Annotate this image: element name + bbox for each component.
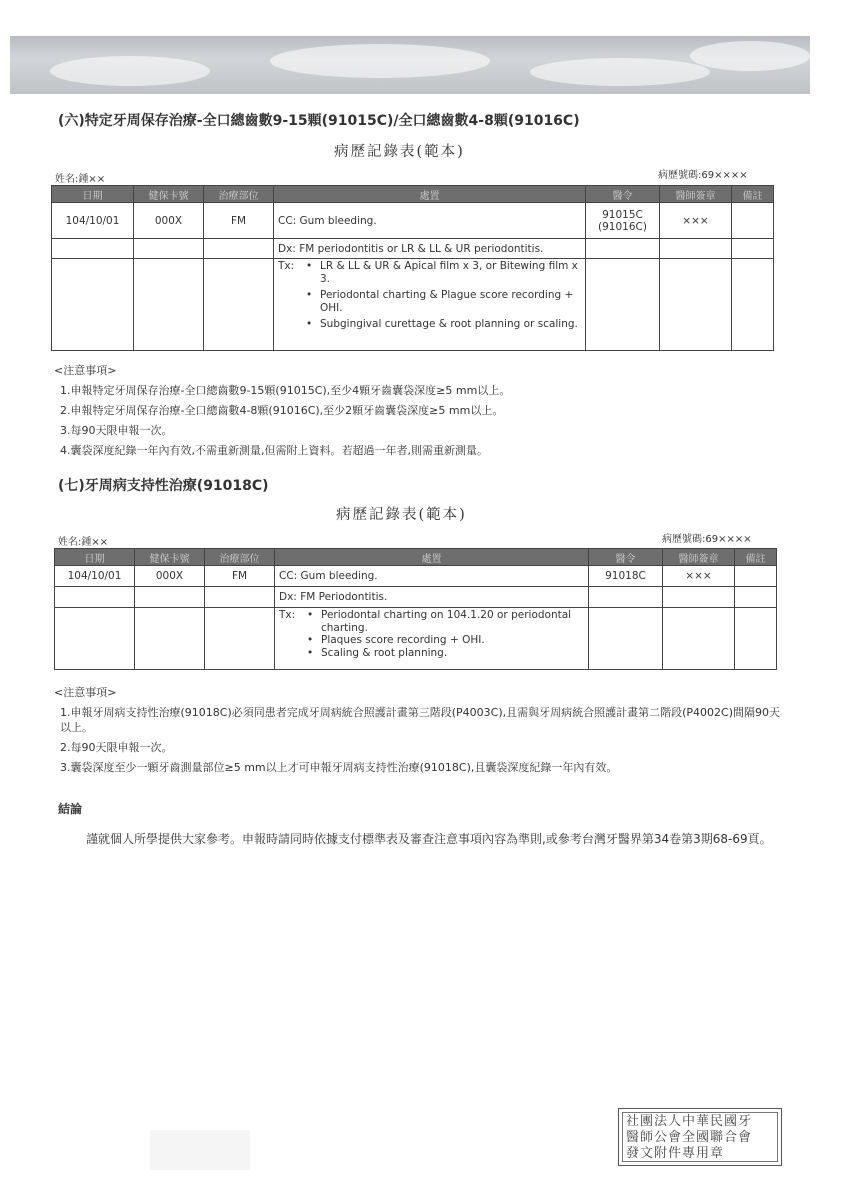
cell-card: 000X: [135, 566, 205, 587]
tx-label: Tx:: [279, 609, 296, 621]
conclusion-heading: 結論: [58, 802, 83, 816]
header-remark: 備註: [735, 549, 777, 566]
tx-item: • Periodontal charting on 104.1.20 or periodontal charting.: [315, 609, 584, 634]
section6-record-table: [51, 185, 774, 351]
table-row: [52, 259, 774, 351]
section7-record-no: 病歷號碼:69××××: [662, 534, 752, 545]
order-code-alt: (91016C): [598, 220, 647, 233]
cell-tx: [274, 259, 586, 351]
cell-site: FM: [205, 566, 275, 587]
cell-card: 000X: [134, 203, 204, 239]
header-treatment: 處置: [274, 186, 586, 203]
cell-signature: ×××: [660, 203, 732, 239]
note-item: 1.申報牙周病支持性治療(91018C)必須同患者完成牙周病統合照護計畫第三階段(P4003C),且需與牙周病統合照護計畫第二階段(P4002C)間隔90天以上。: [60, 706, 781, 734]
cc-text: Gum bleeding.: [300, 570, 378, 582]
header-card: 健保卡號: [134, 186, 204, 203]
header-remark: 備註: [732, 186, 774, 203]
tx-item: • Plaques score recording + OHI.: [315, 634, 584, 647]
tx-item: • Subgingival curettage & root planning or scaling.: [314, 318, 581, 331]
section6-form-title: 病歷記錄表(範本): [334, 144, 465, 160]
dx-text: FM Periodontitis.: [300, 591, 388, 603]
section7-patient-name: 姓名:鍾××: [58, 537, 109, 548]
conclusion-text: 謹就個人所學提供大家參考。申報時請同時依據支付標準表及審查注意事項內容為準則,或參考台灣牙醫界第34卷第3期68-69頁。: [86, 832, 772, 846]
cc-label: CC:: [278, 214, 297, 227]
notes-header: <注意事項>: [54, 686, 117, 699]
cell-date: 104/10/01: [55, 566, 135, 587]
section7-notes: [54, 684, 784, 780]
tx-label: Tx:: [278, 260, 295, 272]
table-row: [52, 203, 774, 239]
section6-record-no: 病歷號碼:69××××: [658, 170, 748, 181]
cell-cc: [274, 203, 586, 239]
tx-item: • LR & LL & UR & Apical film x 3, or Bitewing film x 3.: [314, 260, 581, 285]
notes-header: <注意事項>: [54, 364, 117, 377]
official-seal: [618, 1108, 782, 1166]
cell-order: 91018C: [589, 566, 663, 587]
note-item: 2.每90天限申報一次。: [60, 741, 173, 754]
header-date: 日期: [52, 186, 134, 203]
seal-line: 醫師公會全國聯合會: [626, 1130, 753, 1145]
seal-line: 社團法人中華民國牙: [626, 1114, 753, 1129]
note-item: 2.申報特定牙周保存治療-全口總齒數4-8顆(91016C),至少2顆牙齒囊袋深度≥5 mm以上。: [60, 404, 504, 417]
header-site: 治療部位: [205, 549, 275, 566]
cc-label: CC:: [279, 570, 298, 582]
dx-label: Dx:: [278, 242, 296, 255]
header-card: 健保卡號: [135, 549, 205, 566]
cell-cc: [275, 566, 589, 587]
header-banner: [10, 36, 810, 94]
dx-text: FM periodontitis or LR & LL & UR periodontitis.: [299, 242, 544, 255]
table-header-row: [52, 186, 774, 203]
header-site: 治療部位: [204, 186, 274, 203]
cell-dx: [275, 587, 589, 608]
cc-text: Gum bleeding.: [299, 214, 377, 227]
scan-smudge: [150, 1130, 250, 1170]
order-code: 91015C: [602, 208, 643, 221]
table-row: [55, 608, 777, 670]
note-item: 4.囊袋深度紀錄一年內有效,不需重新測量,但需附上資料。若超過一年者,則需重新測量。: [60, 444, 488, 457]
section7-title: (七)牙周病支持性治療(91018C): [58, 478, 269, 494]
cell-order: [586, 203, 660, 239]
dx-label: Dx:: [279, 591, 297, 603]
note-item: 3.每90天限申報一次。: [60, 424, 173, 437]
section7-form-title: 病歷記錄表(範本): [336, 507, 467, 523]
section6-notes: [54, 362, 510, 463]
header-treatment: 處置: [275, 549, 589, 566]
header-signature: 醫師簽章: [663, 549, 735, 566]
table-row: [55, 566, 777, 587]
table-header-row: [55, 549, 777, 566]
header-date: 日期: [55, 549, 135, 566]
table-row: [52, 239, 774, 259]
header-signature: 醫師簽章: [660, 186, 732, 203]
note-item: 3.囊袋深度至少一顆牙齒測量部位≥5 mm以上才可申報牙周病支持性治療(91018C),且囊袋深度紀錄一年內有效。: [60, 761, 618, 774]
cell-remark: [732, 203, 774, 239]
seal-line: 發文附件專用章: [626, 1146, 725, 1161]
section6-patient-name: 姓名:鍾××: [55, 174, 106, 185]
note-item: 1.申報特定牙周保存治療-全口總齒數9-15顆(91015C),至少4顆牙齒囊袋深度≥5 mm以上。: [60, 384, 511, 397]
cell-signature: ×××: [663, 566, 735, 587]
tx-item: • Periodontal charting & Plague score recording + OHI.: [314, 289, 581, 314]
cell-tx: [275, 608, 589, 670]
cell-date: 104/10/01: [52, 203, 134, 239]
section7-record-table: [54, 548, 777, 670]
cell-site: FM: [204, 203, 274, 239]
header-order: 醫令: [589, 549, 663, 566]
cell-dx: [274, 239, 586, 259]
section6-title: (六)特定牙周保存治療-全口總齒數9-15顆(91015C)/全口總齒數4-8顆(91016C): [58, 113, 580, 129]
tx-item: • Scaling & root planning.: [315, 647, 584, 660]
cell-remark: [735, 566, 777, 587]
header-order: 醫令: [586, 186, 660, 203]
table-row: [55, 587, 777, 608]
